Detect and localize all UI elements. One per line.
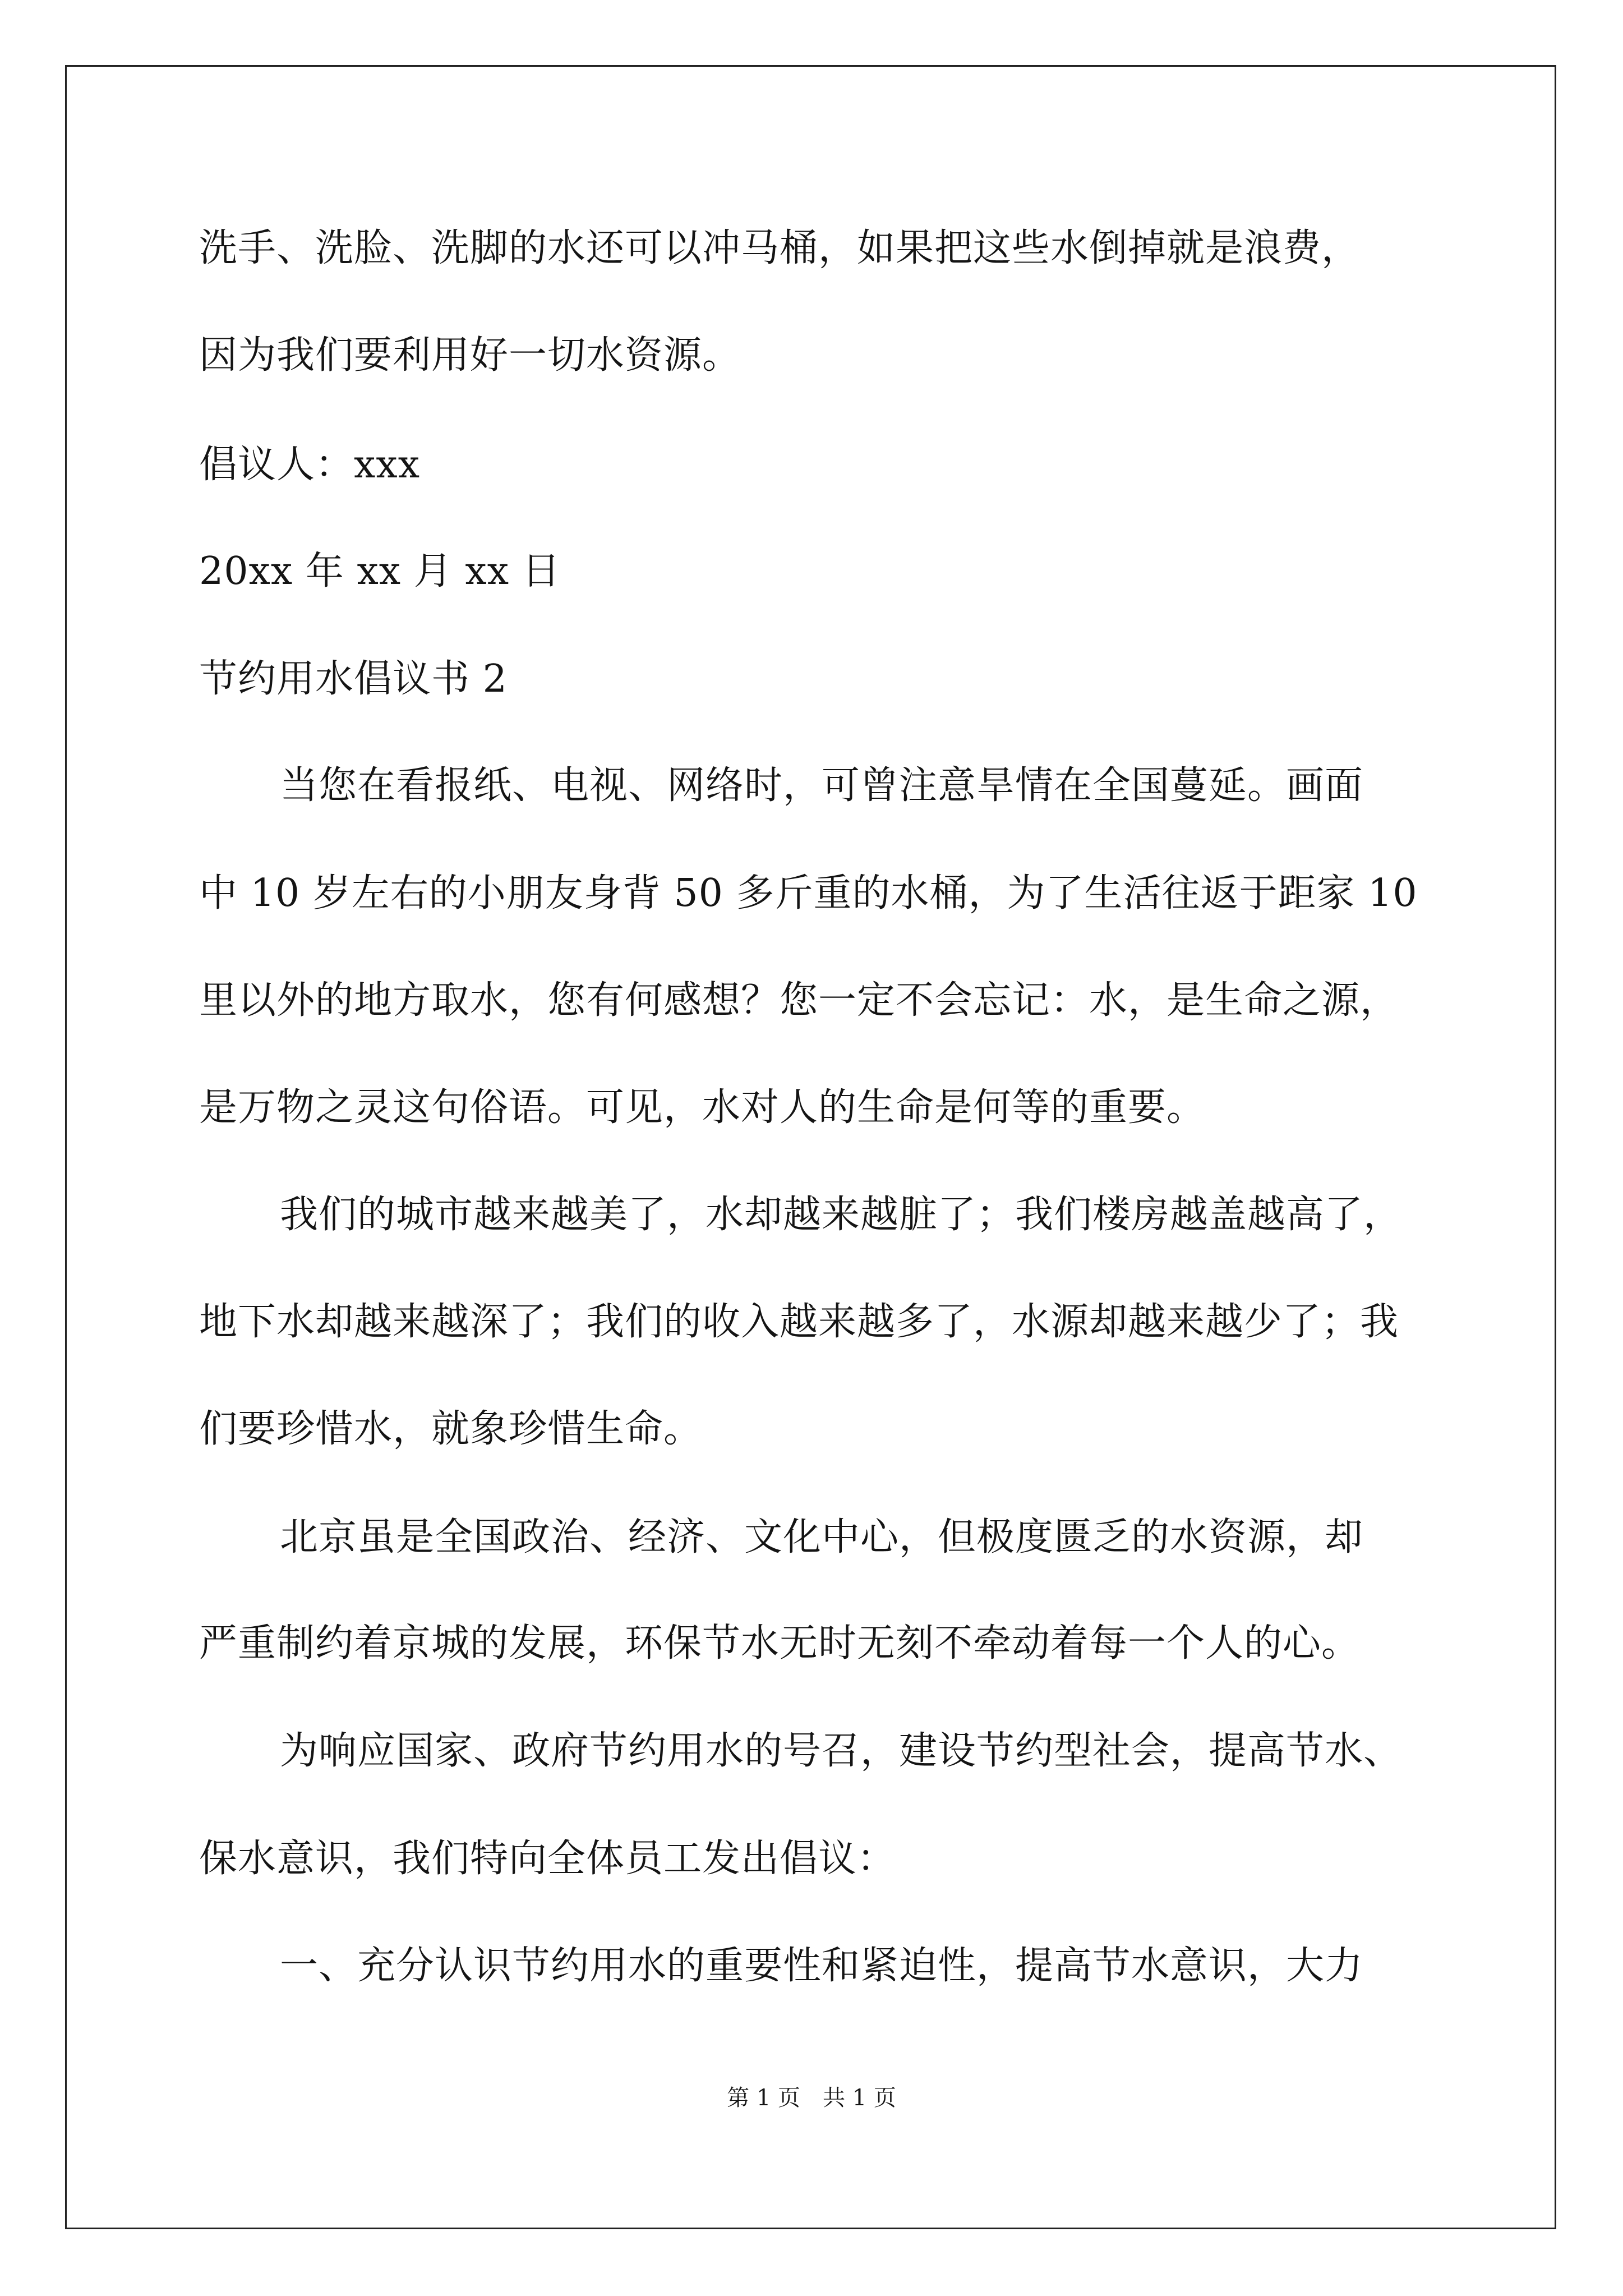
paragraph-line: 地下水却越来越深了；我们的收入越来越多了，水源却越来越少了；我 xyxy=(199,1300,1399,1344)
paragraph-line: 里以外的地方取水，您有何感想？您一定不会忘记：水，是生命之源， xyxy=(199,978,1399,1023)
paragraph-line: 严重制约着京城的发展，环保节水无时无刻不牵动着每一个人的心。 xyxy=(199,1621,1361,1665)
paragraph-line: 们要珍惜水，就象珍惜生命。 xyxy=(199,1407,703,1451)
section-title: 节约用水倡议书 2 xyxy=(199,657,508,701)
paragraph-line: 是万物之灵这句俗语。可见，水对人的生命是何等的重要。 xyxy=(199,1085,1206,1130)
paragraph-line: 中 10 岁左右的小朋友身背 50 多斤重的水桶，为了生活往返于距家 10 xyxy=(199,871,1418,915)
paragraph-line: 保水意识，我们特向全体员工发出倡议： xyxy=(199,1837,896,1881)
date-line: 20xx 年 xx 月 xx 日 xyxy=(199,549,561,593)
paragraph-line: 因为我们要利用好一切水资源。 xyxy=(199,333,741,378)
page-footer: 第 1 页 共 1 页 xyxy=(727,2085,896,2111)
paragraph-line: 我们的城市越来越美了，水却越来越脏了；我们楼房越盖越高了， xyxy=(280,1193,1403,1237)
paragraph-line: 洗手、洗脸、洗脚的水还可以冲马桶，如果把这些水倒掉就是浪费， xyxy=(199,226,1361,270)
paragraph-line: 一、充分认识节约用水的重要性和紧迫性，提高节水意识，大力 xyxy=(280,1944,1364,1988)
paragraph-line: 北京虽是全国政治、经济、文化中心，但极度匮乏的水资源，却 xyxy=(280,1515,1364,1559)
paragraph-line: 当您在看报纸、电视、网络时，可曾注意旱情在全国蔓延。画面 xyxy=(280,763,1364,808)
signature-line: 倡议人：xxx xyxy=(199,443,421,487)
page-border xyxy=(65,65,1556,2229)
paragraph-line: 为响应国家、政府节约用水的号召，建设节约型社会，提高节水、 xyxy=(280,1729,1403,1773)
